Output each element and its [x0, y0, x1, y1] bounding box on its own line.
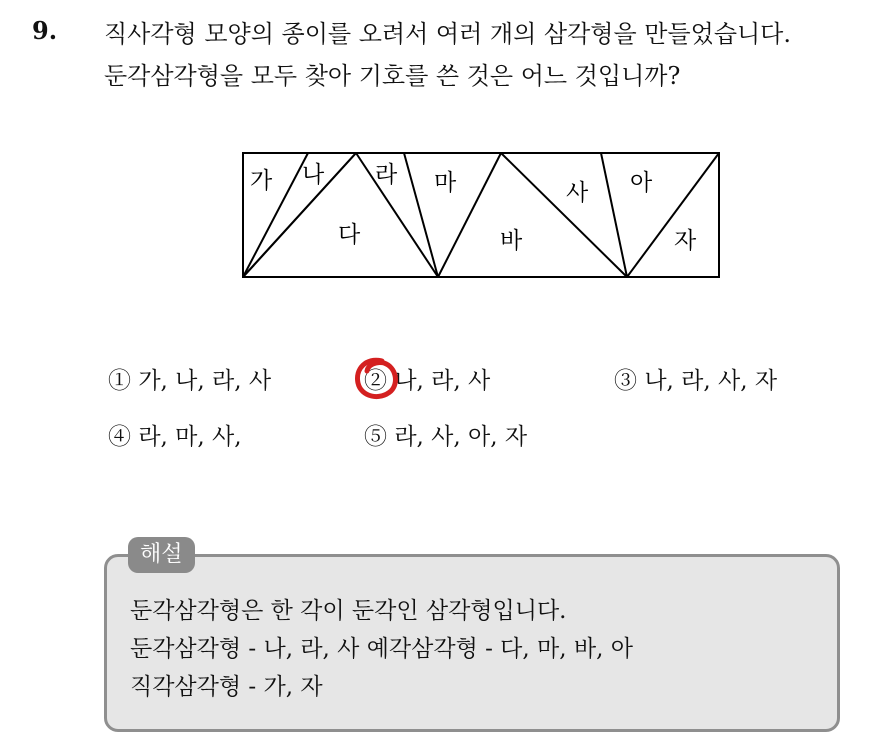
option-2-text: 나, 라, 사: [394, 368, 491, 394]
cut-line: [404, 153, 438, 277]
option-4-symbol: ④: [108, 424, 131, 450]
triangle-figure: [242, 152, 720, 278]
red-circle-mark-icon: [352, 355, 400, 403]
option-5-text: 라, 사, 아, 자: [394, 424, 528, 450]
question-number: 9.: [32, 16, 58, 45]
option-2-symbol: ②: [364, 368, 387, 394]
question-text-line-2: 둔각삼각형을 모두 찾아 기호를 쓴 것은 어느 것입니까?: [104, 62, 681, 90]
option-1-symbol: ①: [108, 368, 131, 394]
explanation-line-1: 둔각삼각형은 한 각이 둔각인 삼각형입니다.: [130, 598, 567, 624]
explanation-line-3: 직각삼각형 - 가, 자: [130, 674, 323, 700]
triangle-figure-svg: [242, 152, 720, 278]
option-5[interactable]: [364, 418, 527, 451]
figure-label-sa: 사: [566, 180, 589, 206]
answer-mark-circle: [352, 355, 400, 403]
figure-label-a: 아: [630, 170, 653, 196]
option-3-text: 나, 라, 사, 자: [644, 368, 778, 394]
figure-label-na: 나: [302, 162, 325, 188]
option-1[interactable]: [108, 362, 271, 395]
figure-label-ma: 마: [434, 170, 457, 196]
option-3[interactable]: [614, 362, 777, 395]
figure-label-ra: 라: [375, 162, 398, 188]
cut-line: [501, 153, 627, 277]
figure-label-ba: 바: [500, 228, 523, 254]
explanation-tab: 해설: [128, 537, 195, 573]
option-1-text: 가, 나, 라, 사: [138, 368, 272, 394]
option-3-symbol: ③: [614, 368, 637, 394]
figure-label-ga: 가: [250, 168, 273, 194]
option-4[interactable]: [108, 418, 242, 451]
explanation-line-2: 둔각삼각형 - 나, 라, 사 예각삼각형 - 다, 마, 바, 아: [130, 636, 633, 662]
cut-line: [601, 153, 627, 277]
option-4-text: 라, 마, 사,: [138, 424, 242, 450]
question-text-line-1: 직사각형 모양의 종이를 오려서 여러 개의 삼각형을 만들었습니다.: [104, 20, 791, 48]
figure-label-da: 다: [338, 222, 361, 248]
figure-label-ja: 자: [674, 228, 697, 254]
option-5-symbol: ⑤: [364, 424, 387, 450]
